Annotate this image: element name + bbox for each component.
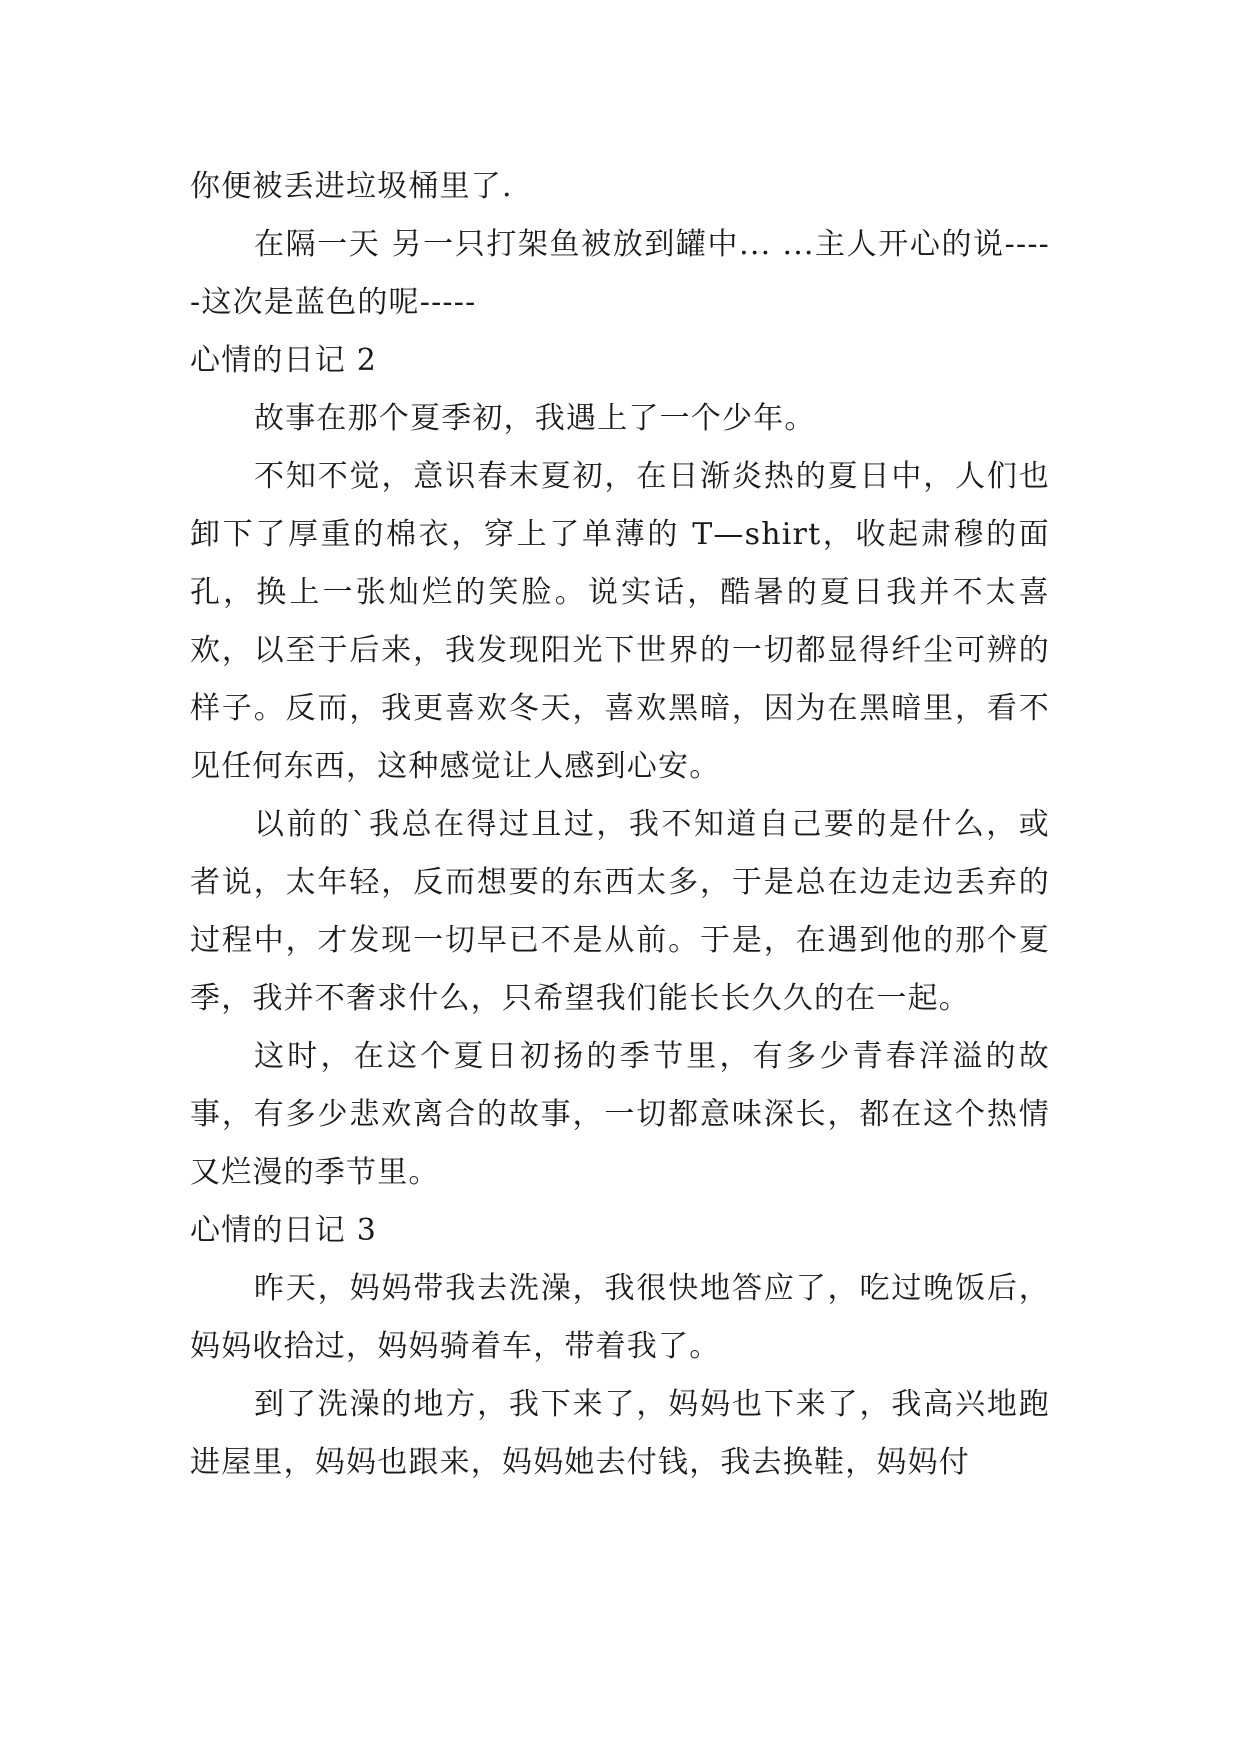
paragraph-summer: 不知不觉，意识春末夏初，在日渐炎热的夏日中，人们也卸下了厚重的棉衣，穿上了单薄的 T—shirt，收起肃穆的面孔，换上一张灿烂的笑脸。说实话，酷暑的夏日我并不太喜欢，以至于后来，我发现阳光下世界的一切都显得纤尘可辨的样子。反而，我更喜欢冬天，喜欢黑暗，因为在黑暗里，看不见任何东西，这种感觉让人感到心安。 [190, 459, 1050, 784]
paragraph-bath: 昨天，妈妈带我去洗澡，我很快地答应了，吃过晚饭后，妈妈收拾过，妈妈骑着车，带着我了。 [190, 1271, 1050, 1364]
section-heading-diary-3: 心情的日记 3 [190, 1213, 378, 1248]
paragraph-story-start: 故事在那个夏季初，我遇上了一个少年。 [254, 401, 816, 436]
paragraph-continuation: 你便被丢进垃圾桶里了. [190, 169, 513, 204]
paragraph-fish: 在隔一天 另一只打架鱼被放到罐中... ...主人开心的说-----这次是蓝色的呢----- [190, 227, 1050, 320]
paragraph-season: 这时，在这个夏日初扬的季节里，有多少青春洋溢的故事，有多少悲欢离合的故事，一切都意味深长，都在这个热情又烂漫的季节里。 [190, 1039, 1050, 1190]
paragraph-past: 以前的`我总在得过且过，我不知道自己要的是什么，或者说，太年轻，反而想要的东西太多，于是总在边走边丢弃的过程中，才发现一切早已不是从前。于是，在遇到他的那个夏季，我并不奢求什么，只希望我们能长长久久的在一起。 [190, 807, 1050, 1016]
document-body [190, 158, 1050, 1492]
section-heading-diary-2: 心情的日记 2 [190, 343, 378, 378]
paragraph-arrival: 到了洗澡的地方，我下来了，妈妈也下来了，我高兴地跑进屋里，妈妈也跟来，妈妈她去付钱，我去换鞋，妈妈付 [190, 1387, 1050, 1480]
